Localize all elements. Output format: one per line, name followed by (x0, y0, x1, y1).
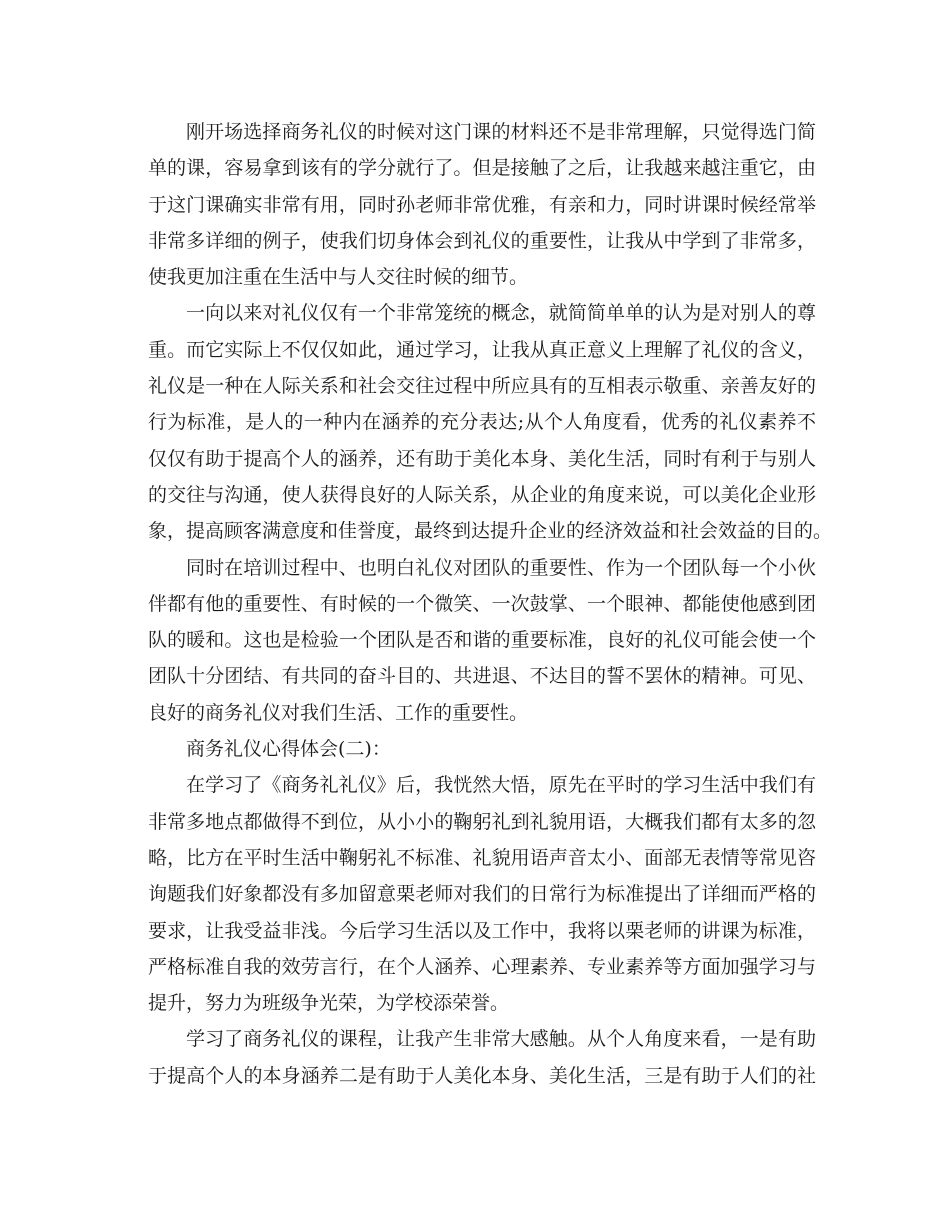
text-line: 礼仪是一种在人际关系和社会交往过程中所应具有的互相表示敬重、亲善友好的 (148, 375, 816, 398)
text-line: 重。而它实际上不仅仅如此，通过学习，让我从真正意义上理解了礼仪的含义， (148, 338, 816, 361)
text-line: 刚开场选择商务礼仪的时候对这门课的材料还不是非常理解，只觉得选门简 (186, 121, 816, 143)
text-line: 非常多地点都做得不到位，从小小的鞠躬礼到礼貌用语，大概我们都有太多的忽 (148, 810, 816, 833)
section-heading: 商务礼仪心得体会(二)： (186, 738, 391, 761)
text-line: 行为标准，是人的一种内在涵养的充分表达;从个人角度看，优秀的礼仪素养不 (148, 411, 816, 434)
text-line: 同时在培训过程中、也明白礼仪对团队的重要性、作为一个团队每一个小伙 (186, 556, 816, 579)
text-line: 伴都有他的重要性、有时候的一个微笑、一次鼓掌、一个眼神、都能使他感到团 (148, 592, 816, 615)
document-body (148, 114, 833, 1094)
text-line: 一向以来对礼仪仅有一个非常笼统的概念，就简简单单的认为是对别人的尊 (186, 302, 816, 325)
text-line: 略，比方在平时生活中鞠躬礼不标准、礼貌用语声音太小、面部无表情等常见咨 (148, 846, 816, 869)
text-line: 仅仅有助于提高个人的涵养，还有助于美化本身、美化生活，同时有利于与别人 (148, 447, 816, 470)
text-line: 良好的商务礼仪对我们生活、工作的重要性。 (148, 701, 529, 724)
text-line: 学习了商务礼仪的课程，让我产生非常大感触。从个人角度来看，一是有助 (186, 1028, 816, 1051)
text-line: 要求，让我受益非浅。今后学习生活以及工作中，我将以栗老师的讲课为标准， (148, 919, 816, 942)
text-line: 于这门课确实非常有用，同时孙老师非常优雅，有亲和力，同时讲课时候经常举 (148, 193, 816, 216)
text-line: 于提高个人的本身涵养二是有助于人美化本身、美化生活，三是有助于人们的社 (148, 1064, 816, 1087)
text-line: 询题我们好象都没有多加留意栗老师对我们的日常行为标准提出了详细而严格的 (148, 883, 816, 906)
text-line: 非常多详细的例子，使我们切身体会到礼仪的重要性，让我从中学到了非常多， (148, 229, 816, 252)
text-line: 严格标准自我的效劳言行，在个人涵养、心理素养、专业素养等方面加强学习与 (148, 955, 816, 978)
text-line: 在学习了《商务礼礼仪》后，我恍然大悟，原先在平时的学习生活中我们有 (186, 774, 816, 797)
text-line: 单的课，容易拿到该有的学分就行了。但是接触了之后，让我越来越注重它，由 (148, 157, 816, 180)
text-line: 象，提高顾客满意度和佳誉度，最终到达提升企业的经济效益和社会效益的目的。 (148, 520, 833, 543)
text-line: 队的暖和。这也是检验一个团队是否和谐的重要标准，良好的礼仪可能会使一个 (148, 629, 816, 652)
text-line: 提升，努力为班级争光荣，为学校添荣誉。 (148, 992, 510, 1015)
text-line: 的交往与沟通，使人获得良好的人际关系，从企业的角度来说，可以美化企业形 (148, 483, 816, 506)
text-line: 团队十分团结、有共同的奋斗目的、共进退、不达目的誓不罢休的精神。可见、 (148, 665, 816, 688)
text-line: 使我更加注重在生活中与人交往时候的细节。 (148, 266, 529, 289)
